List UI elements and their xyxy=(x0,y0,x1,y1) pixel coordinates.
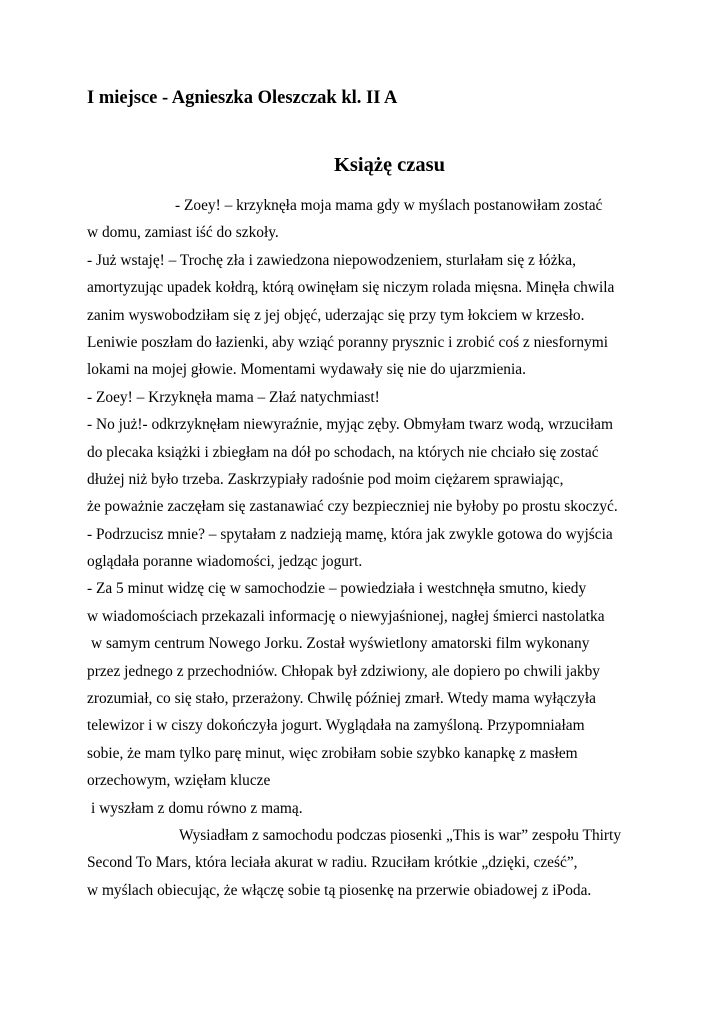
text-line: w domu, zamiast iść do szkoły. xyxy=(87,224,279,242)
text-line: Wysiadłam z samochodu podczas piosenki „This is war” zespołu Thirty xyxy=(179,826,622,844)
text-line: Second To Mars, która leciała akurat w radiu. Rzuciłam krótkie „dzięki, cześć”, xyxy=(87,854,578,872)
text-line: - Zoey! – krzyknęła moja mama gdy w myślach postanowiłam zostać xyxy=(175,197,603,214)
text-line: w wiadomościach przekazali informację o niewyjaśnionej, nagłej śmierci nastolatka xyxy=(87,607,605,625)
text-line: i wyszłam z domu równo z mamą. xyxy=(91,799,303,817)
text-line: telewizor i w ciszy dokończyła jogurt. Wyglądała na zamyśloną. Przypomniałam xyxy=(87,717,585,735)
text-line: do plecaka książki i zbiegłam na dół po schodach, na których nie chciało się zostać xyxy=(87,443,599,461)
text-line: oglądała poranne wiadomości, jedząc jogurt. xyxy=(87,553,363,571)
text-line: w samym centrum Nowego Jorku. Został wyświetlony amatorski film wykonany xyxy=(91,635,590,653)
text-line: - Podrzucisz mnie? – spytałam z nadzieją mamę, która jak zwykle gotowa do wyjścia xyxy=(87,525,613,543)
document-heading: I miejsce - Agnieszka Oleszczak kl. II A xyxy=(87,88,398,108)
text-line: że poważnie zaczęłam się zastanawiać czy bezpieczniej nie byłoby po prostu skoczyć. xyxy=(87,498,618,516)
story-body xyxy=(87,192,647,904)
story-title xyxy=(0,154,725,177)
story-title-text: Książę czasu xyxy=(333,154,446,176)
text-line: przez jednego z przechodniów. Chłopak był zdziwiony, ale dopiero po chwili jakby xyxy=(87,662,600,680)
text-line: - No już!- odkrzyknęłam niewyraźnie, myjąc zęby. Obmyłam twarz wodą, wrzuciłam xyxy=(87,416,613,434)
text-line: - Już wstaję! – Trochę zła i zawiedzona niepowodzeniem, sturlałam się z łóżka, xyxy=(87,251,576,269)
text-line: dłużej niż było trzeba. Zaskrzypiały radośnie pod moim ciężarem sprawiając, xyxy=(87,470,564,488)
text-line: - Za 5 minut widzę cię w samochodzie – powiedziała i westchnęła smutno, kiedy xyxy=(87,580,587,598)
text-line: orzechowym, wzięłam klucze xyxy=(87,772,271,790)
text-line: zanim wyswobodziłam się z jej objęć, uderzając się przy tym łokciem w krzesło. xyxy=(87,306,585,324)
text-line: - Zoey! – Krzyknęła mama – Złaź natychmiast! xyxy=(87,388,380,406)
text-line: sobie, że mam tylko parę minut, więc zrobiłam sobie szybko kanapkę z masłem xyxy=(87,744,578,762)
text-line: Leniwie poszłam do łazienki, aby wziąć poranny prysznic i zrobić coś z niesfornymi xyxy=(87,333,608,351)
text-line: lokami na mojej głowie. Momentami wydawały się nie do ujarzmienia. xyxy=(87,361,526,379)
text-line: amortyzując upadek kołdrą, którą owinęłam się niczym rolada mięsna. Minęła chwila xyxy=(87,279,615,297)
text-line: zrozumiał, co się stało, przerażony. Chwilę później zmarł. Wtedy mama wyłączyła xyxy=(87,690,596,708)
text-line: w myślach obiecując, że włączę sobie tą piosenkę na przerwie obiadowej z iPoda. xyxy=(87,881,592,899)
